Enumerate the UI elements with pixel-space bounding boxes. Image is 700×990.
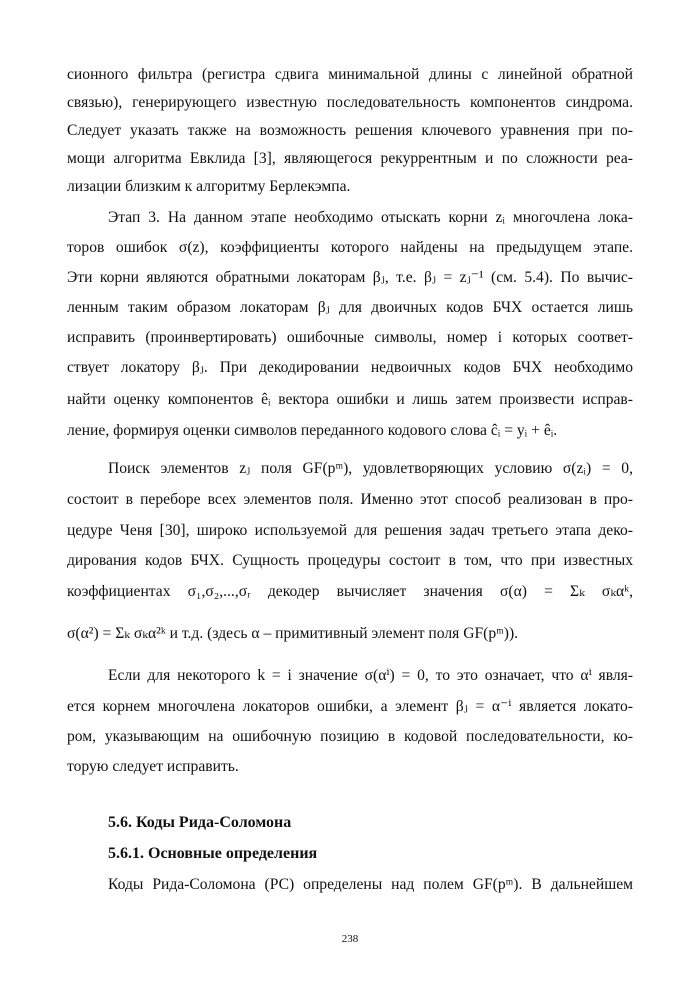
text-line: Коды Рида-Соломона (РС) определены над полем GF(pᵐ). В дальнейшем bbox=[108, 876, 633, 893]
text-line: сионного фильтра (регистра сдвига минимальной длины с линейной обратной bbox=[67, 66, 633, 83]
text-line: лизации близким к алгоритму Берлекэмпа. bbox=[67, 178, 351, 195]
text-line: коэффициентах σ₁,σ₂,...,σᵣ декодер вычисляет значения σ(α) = Σₖ σₖαᵏ, bbox=[67, 583, 633, 600]
text-line: ленным таким образом локаторам βⱼ для двоичных кодов БЧХ остается лишь bbox=[67, 299, 633, 316]
text-line: связью), генерирующего известную последовательность компонентов синдрома. bbox=[67, 94, 633, 111]
text-line: Поиск элементов zⱼ поля GF(pᵐ), удовлетворяющих условию σ(zᵢ) = 0, bbox=[108, 460, 633, 477]
text-line: цедуре Ченя [30], широко используемой для решения задач третьего этапа деко- bbox=[67, 522, 633, 539]
text-line: ром, указывающим на ошибочную позицию в кодовой последовательности, ко- bbox=[67, 728, 633, 745]
text-line: дирования кодов БЧХ. Сущность процедуры состоит в том, что при известных bbox=[67, 552, 633, 569]
text-line: ется корнем многочлена локаторов ошибки, а элемент βⱼ = α⁻ⁱ является локато- bbox=[67, 698, 633, 715]
text-line: Если для некоторого k = i значение σ(αⁱ) = 0, то это означает, что αⁱ явля- bbox=[108, 667, 633, 684]
text-line: исправить (проинвертировать) ошибочные символы, номер i которых соответ- bbox=[67, 329, 633, 346]
section-heading: 5.6. Коды Рида-Соломона bbox=[108, 814, 292, 831]
page-number: 238 bbox=[341, 933, 359, 945]
text-line: мощи алгоритма Евклида [3], являющегося рекуррентным и по сложности реа- bbox=[67, 150, 633, 167]
text-line: Эти корни являются обратными локаторам βⱼ, т.е. βⱼ = zⱼ⁻¹ (см. 5.4). По вычис- bbox=[67, 269, 633, 286]
text-line: ление, формируя оценки символов переданного кодового слова ĉᵢ = yᵢ + êᵢ. bbox=[67, 422, 558, 439]
text-line: Этап 3. На данном этапе необходимо отыскать корни zᵢ многочлена лока- bbox=[108, 209, 633, 226]
text-line: Следует указать также на возможность решения ключевого уравнения при по- bbox=[67, 122, 633, 139]
text-line: σ(α²) = Σₖ σₖα²ᵏ и т.д. (здесь α – примитивный элемент поля GF(pᵐ)). bbox=[67, 625, 519, 642]
text-line: ствует локатору βⱼ. При декодировании недвоичных кодов БЧХ необходимо bbox=[67, 359, 633, 376]
text-line: найти оценку компонентов êᵢ вектора ошибки и лишь затем произвести исправ- bbox=[67, 391, 633, 408]
subsection-heading: 5.6.1. Основные определения bbox=[108, 845, 318, 862]
text-line: торую следует исправить. bbox=[67, 758, 239, 775]
text-line: состоит в переборе всех элементов поля. Именно этот способ реализован в про- bbox=[67, 491, 633, 508]
text-line: торов ошибок σ(z), коэффициенты которого найдены на предыдущем этапе. bbox=[67, 239, 633, 256]
